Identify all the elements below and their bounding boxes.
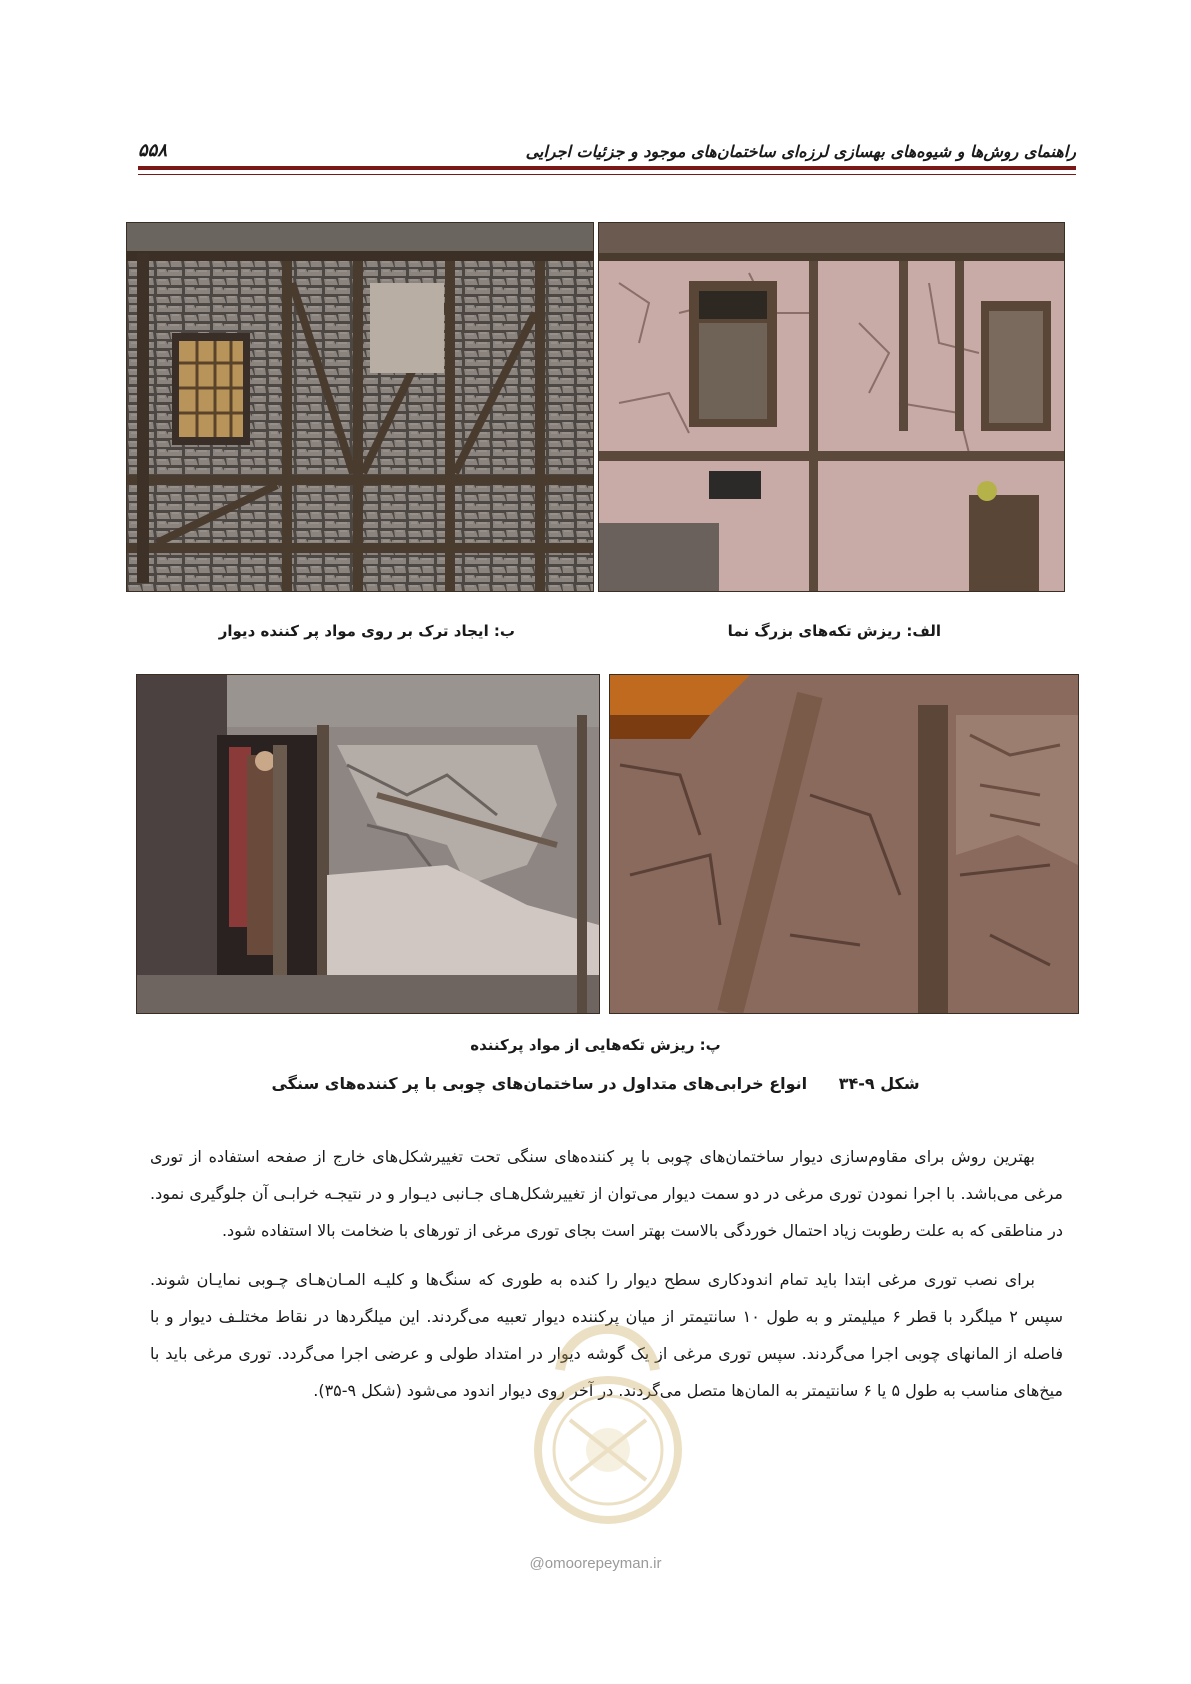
header-title: راهنمای روش‌ها و شیوه‌های بهسازی لرزه‌ای ساختمان‌های موجود و جزئیات اجرایی (525, 142, 1076, 161)
watermark-site: @omoorepeyman.ir (529, 1555, 662, 1572)
paragraph: برای نصب توری مرغی ابتدا باید تمام اندودکاری سطح دیوار را کنده به طوری که سنگ‌ها و کلیـه المـان‌هـای چـوبی نمایـان شوند. سپس ۲ میلگرد با قطر ۶ میلیمتر و به طول ۱۰ سانتیمتر از میان پرکننده دیوار تعبیه می‌گردند. این میلگردها در نقاط مختلـف دیوار و با فاصله از المانهای چوبی اجرا می‌گردند. سپس توری مرغی از یک گوشه دیوار در امتداد طولی و عرضی اجرا می‌گردد. توری مرغی باید با میخ‌های مناسب به طول ۵ یا ۶ سانتیمتر به المان‌ها متصل می‌گردند. در آخر روی دیوار اندود می‌شود (شکل ۹-۳۵). (150, 1270, 1064, 1400)
caption-be: ب: ایجاد ترک بر روی مواد پر کننده دیوار (218, 622, 515, 640)
figure-title: انواع خرابی‌های متداول در ساختمان‌های چوبی با پر کننده‌های سنگی (271, 1074, 808, 1093)
page-number: ۵۵۸ (138, 140, 168, 161)
photo-timber-post-cracked-filler (609, 674, 1079, 1014)
watermark-seal-icon (520, 1300, 695, 1540)
figure-number: شکل ۹-۳۴ (838, 1074, 920, 1093)
caption-pe: پ: ریزش تکه‌هایی از مواد پرکننده (470, 1036, 721, 1054)
caption-alef: الف: ریزش تکه‌های بزرگ نما (727, 622, 941, 640)
watermark-site-text: omoorepeyman.ir (544, 1555, 662, 1572)
figure-caption (0, 1074, 1191, 1093)
paragraph: بهترین روش برای مقاوم‌سازی دیوار ساختمان‌های چوبی با پر کننده‌های سنگی تحت تغییرشکل‌های خارج از صفحه استفاده از توری مرغی می‌باشد. با اجرا نمودن توری مرغی در دو سمت دیوار می‌توان از تغییرشکل‌هـای جـانبی دیـوار و در نتیجـه خرابـی آن جلوگیری نمود. در مناطقی که به علت رطوبت زیاد احتمال خوردگی بالاست بهتر است بجای توری مرغی از تورهای با ضخامت بالا استفاده شود. (150, 1147, 1063, 1240)
photo-cracked-plaster-facade (598, 222, 1065, 592)
photo-fallen-filler-interior (136, 674, 600, 1014)
running-header (138, 128, 1076, 170)
photo-stone-infill-wall (126, 222, 594, 592)
